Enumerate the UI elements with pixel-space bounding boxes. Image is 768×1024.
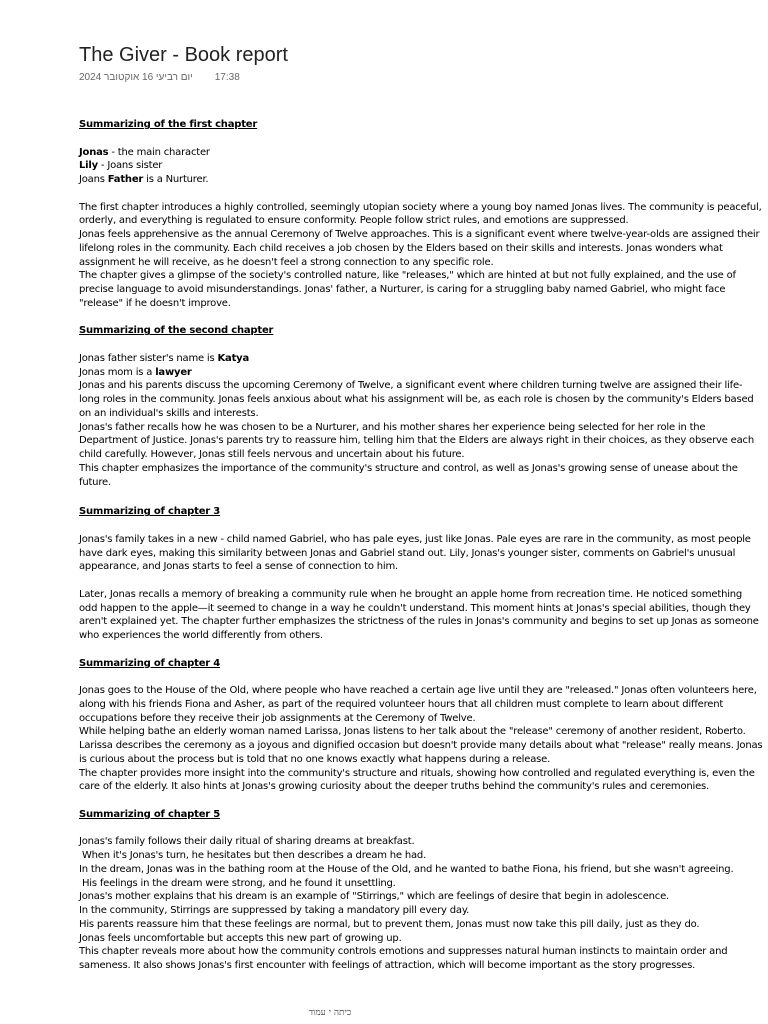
page-time: 17:38 bbox=[214, 72, 240, 83]
paragraph: While helping bathe an elderly woman named Larissa, Jonas listens to her talk about the "release" ceremony of another resident, Roberto. Larissa describes the ceremony as a joyous and dignified occasion but doesn't provide many details about what "release" really means. Jonas is curious about the process but is told that no one knows exactly what happens during a release. bbox=[79, 726, 763, 765]
chapter-5-heading: Summarizing of chapter 5 bbox=[79, 808, 221, 820]
character-line bbox=[79, 159, 763, 173]
line: His feelings in the dream were strong, and he found it unsettling. bbox=[79, 877, 396, 889]
paragraph: Jonas feels apprehensive as the annual Ceremony of Twelve approaches. This is a significant event where twelve-year-olds are assigned their lifelong roles in the community. Each child receives a job chosen by the Elders based on their skills and interests. Jonas wonders what assignment he will receive, as he doesn't feel a strong connection to any specific role. bbox=[79, 229, 760, 268]
aunt-line bbox=[79, 352, 763, 366]
page-footer: כיתה י עמוד bbox=[308, 1008, 352, 1018]
mom-bold: lawyer bbox=[155, 366, 192, 378]
character-name: Lily bbox=[79, 160, 98, 172]
paragraph: This chapter reveals more about how the community controls emotions and suppresses natural human instincts to maintain order and sameness. It also shows Jonas's first encounter with feelings of attraction, which will become important as the story progresses. bbox=[79, 946, 728, 971]
paragraph: Jonas and his parents discuss the upcoming Ceremony of Twelve, a significant event where children turning twelve are assigned their life-long roles in the community. Jonas feels anxious about what his assignment will be, as each role is chosen by the community's Elders based on an individual's skills and interests. bbox=[79, 380, 754, 419]
paragraph: The chapter provides more insight into the community's structure and rituals, showing how controlled and regulated everything is, even the care of the elderly. It also hints at Jonas's growing curiosity about the deeper truths behind the community's rules and ceremonies. bbox=[79, 767, 755, 793]
chapter-4-heading: Summarizing of chapter 4 bbox=[79, 657, 221, 669]
aunt-bold: Katya bbox=[217, 352, 250, 364]
character-desc: - the main character bbox=[108, 146, 210, 158]
chapter-3-heading: Summarizing of chapter 3 bbox=[79, 506, 221, 518]
line: Jonas's family follows their daily ritual of sharing dreams at breakfast. bbox=[79, 836, 415, 848]
mom-line bbox=[79, 366, 763, 380]
paragraph: Jonas goes to the House of the Old, where people who have reached a certain age live until they are "released." Jonas often volunteers here, along with his friends Fiona and Asher, as part of the required volunteer hours that all children must complete to learn about different occupations before they receive their job assignments at the Ceremony of Twelve. bbox=[79, 685, 757, 724]
father-pre: Joans bbox=[79, 174, 108, 185]
page-title: The Giver - Book report bbox=[79, 44, 288, 66]
mom-pre: Jonas mom is a bbox=[79, 366, 156, 378]
page-date: יום רביעי 16 אוקטובר 2024 bbox=[79, 72, 193, 83]
paragraph: This chapter emphasizes the importance of the community's structure and control, as well as Jonas's growing sense of unease about the future. bbox=[79, 462, 738, 488]
paragraph: Jonas's father recalls how he was chosen to be a Nurturer, and his mother shares her experience being selected for her role in the Department of Justice. Jonas's parents try to reassure him, telling him that the Elders are always right in their choices, as they observe each child carefully. However, Jonas still feels nervous and uncertain about his future. bbox=[79, 421, 754, 460]
line: His parents reassure him that these feelings are normal, but to prevent them, Jonas must now take this pill daily, just as they do. bbox=[79, 918, 700, 930]
line: When it's Jonas's turn, he hesitates but then describes a dream he had. bbox=[79, 850, 427, 861]
character-name: Jonas bbox=[79, 146, 109, 158]
paragraph: Jonas's family takes in a new - child named Gabriel, who has pale eyes, just like Jonas. Pale eyes are rare in the community, as most people have dark eyes, making this similarity between Jonas and Gabriel stand out. Lily, Jonas's younger sister, comments on Gabriel's unusual appearance, and Jonas starts to feel a sense of connection to him. bbox=[79, 533, 751, 573]
line: In the community, Stirrings are suppressed by taking a mandatory pill every day. bbox=[79, 905, 470, 916]
aunt-pre: Jonas father sister's name is bbox=[79, 352, 218, 364]
line: Jonas feels uncomfortable but accepts this new part of growing up. bbox=[79, 932, 402, 944]
character-line bbox=[79, 146, 763, 160]
chapter-2-heading: Summarizing of the second chapter bbox=[79, 325, 274, 337]
chapter-1-heading: Summarizing of the first chapter bbox=[79, 119, 258, 130]
character-desc: - Joans sister bbox=[97, 160, 163, 172]
father-bold: Father bbox=[107, 174, 144, 185]
paragraph: The chapter gives a glimpse of the society's controlled nature, like "releases," which are hinted at but not fully explained, and the use of precise language to avoid misunderstandings. Jonas' father, a Nurturer, is caring for a struggling baby named Gabriel, who might face "release" if he doesn't improve. bbox=[79, 270, 736, 309]
line: In the dream, Jonas was in the bathing room at the House of the Old, and he wanted to bathe Fiona, his friend, but she wasn't agreeing. bbox=[79, 863, 734, 875]
page-meta bbox=[79, 72, 240, 83]
paragraph: Later, Jonas recalls a memory of breaking a community rule when he brought an apple home from recreation time. He noticed something odd happen to the apple—it seemed to change in a way he couldn't understand. This moment hints at Jonas's special abilities, though they aren't explained yet. The chapter further emphasizes the strictness of the rules in Jonas's community and begins to set up Jonas as someone who experiences the world differently from others. bbox=[79, 588, 759, 641]
paragraph: The first chapter introduces a highly controlled, seemingly utopian society where a young boy named Jonas lives. The community is peaceful, orderly, and everything is regulated to ensure conformity. People follow strict rules, and emotions are suppressed. bbox=[79, 201, 762, 227]
father-post: is a Nurturer. bbox=[143, 174, 209, 185]
document-body bbox=[79, 118, 763, 973]
line: Jonas's mother explains that his dream is an example of "Stirrings," which are feelings of desire that begin in adolescence. bbox=[79, 891, 670, 903]
father-line bbox=[79, 173, 763, 187]
